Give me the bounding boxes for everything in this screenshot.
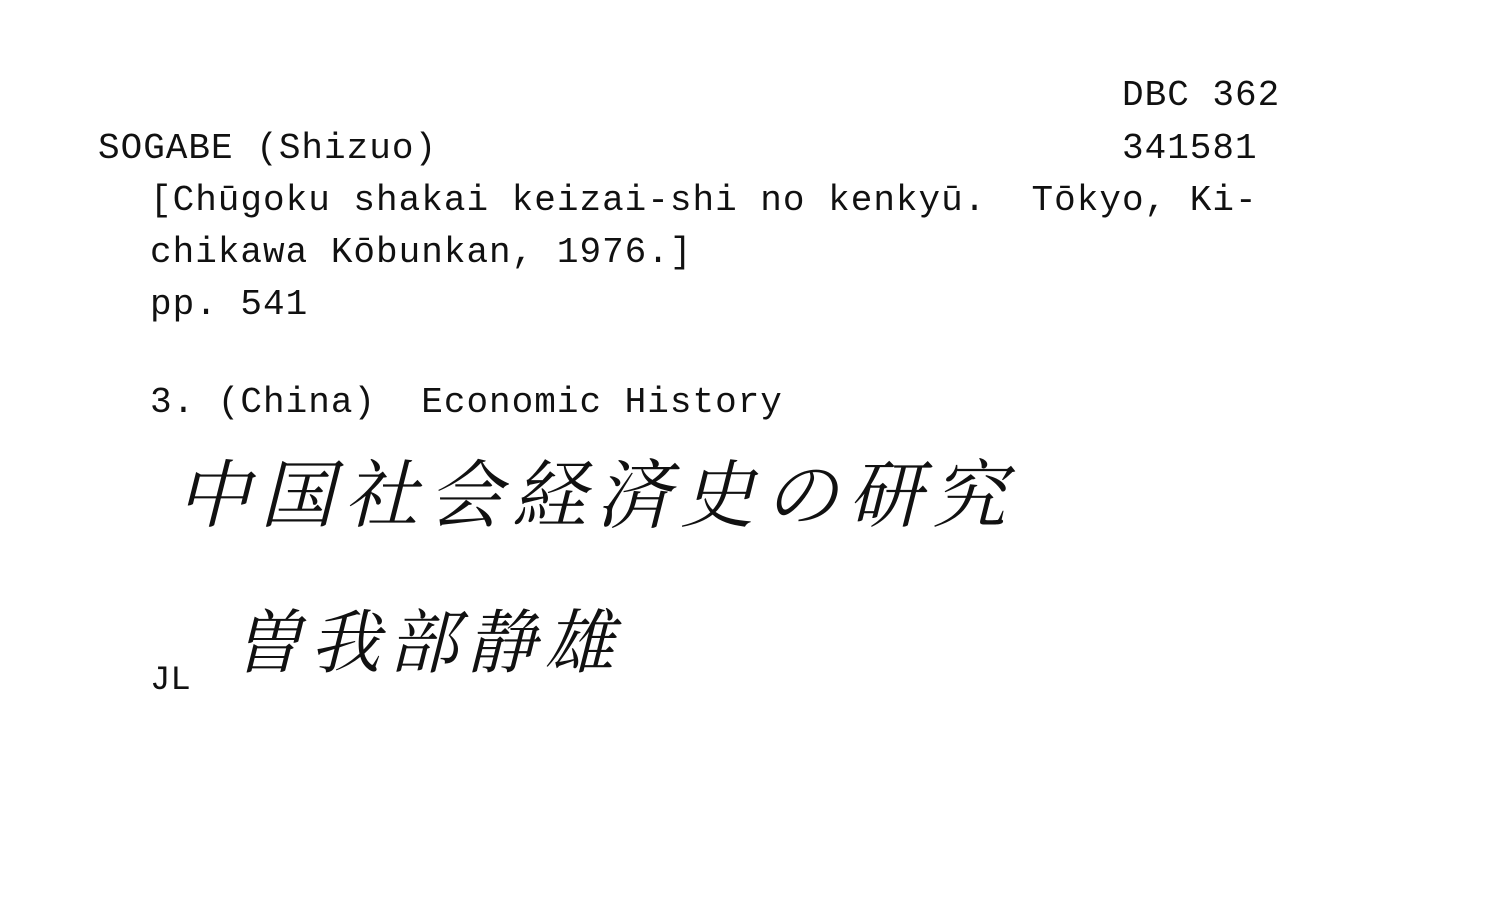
title-line-2: chikawa Kōbunkan, 1976.]: [150, 232, 693, 273]
title-line-1: [Chūgoku shakai keizai-shi no kenkyū. Tōkyo, Ki-: [150, 180, 1258, 221]
handwritten-title: 中国社会経済史の研究: [176, 453, 1016, 539]
cataloger-initials: JL: [150, 662, 191, 700]
call-number-class: DBC 362: [1122, 75, 1281, 116]
pagination: pp. 541: [150, 284, 309, 325]
accession-number: 341581: [1122, 128, 1258, 169]
author-heading: SOGABE (Shizuo): [98, 128, 438, 169]
handwritten-author: 曽我部静雄: [232, 602, 622, 684]
subject-heading: 3. (China) Economic History: [150, 382, 783, 423]
